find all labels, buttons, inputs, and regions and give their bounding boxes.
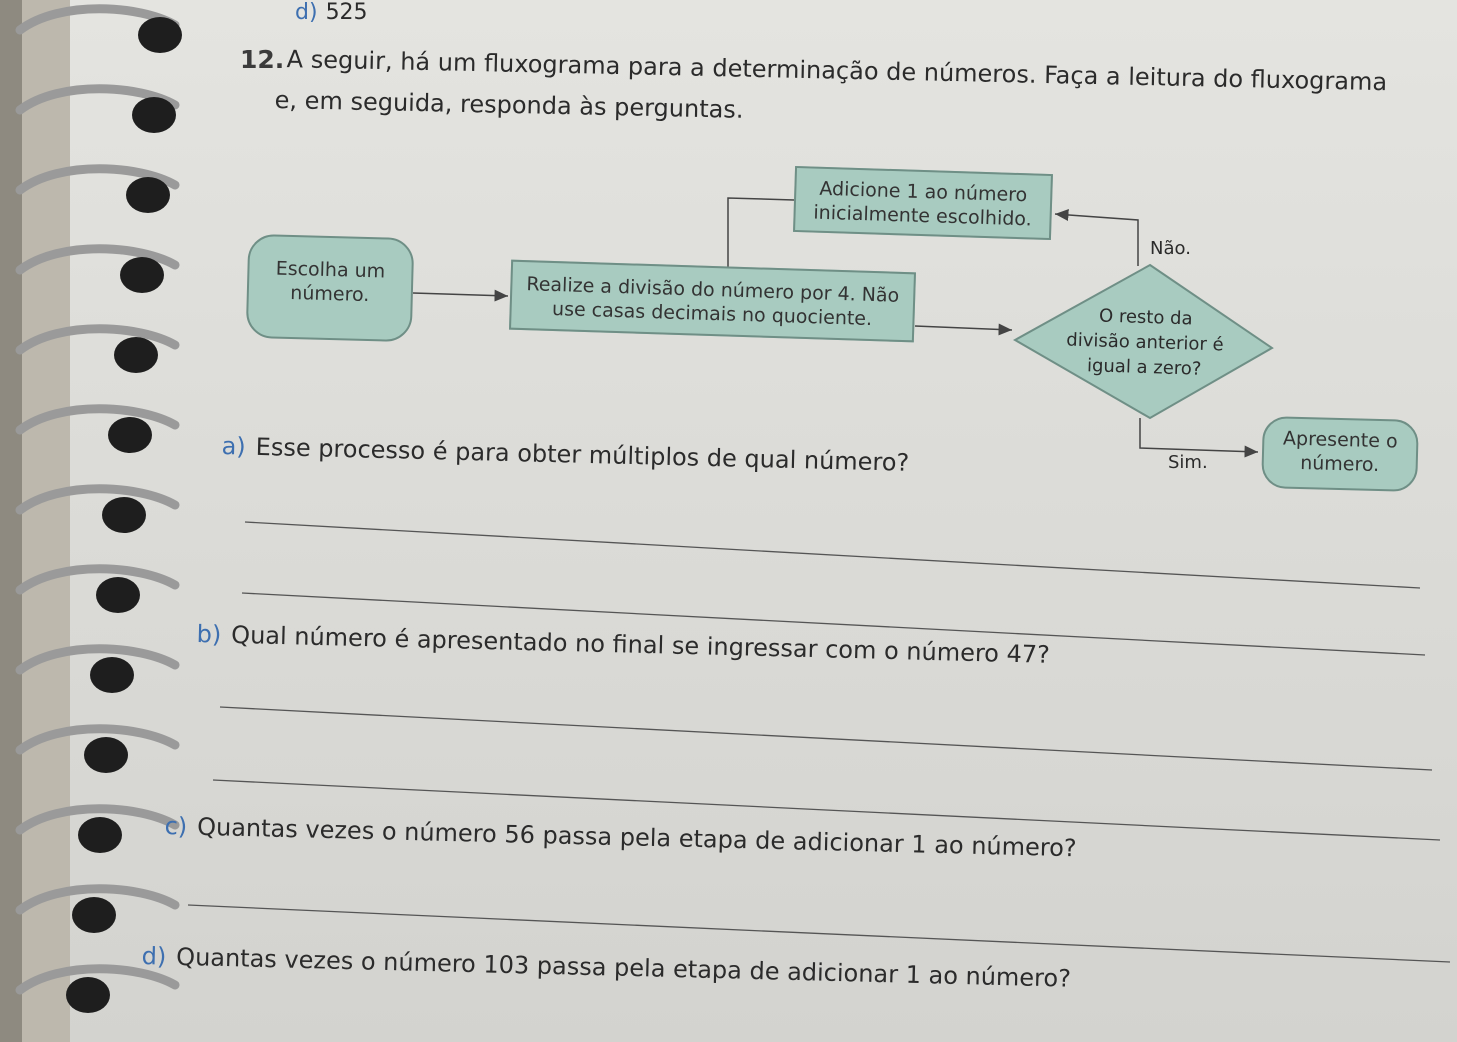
add-line1: Adicione 1 ao número xyxy=(819,177,1028,207)
arrow-decision-to-add xyxy=(1055,214,1138,266)
flowchart-divide-node xyxy=(509,260,916,343)
arrow-start-to-divide xyxy=(413,293,508,296)
label-no: Não. xyxy=(1150,238,1191,259)
subquestion-a-letter: a) xyxy=(221,432,247,461)
flowchart-add-node xyxy=(793,166,1053,240)
flowchart-output-node xyxy=(1261,416,1419,492)
divide-line2: use casas decimais no quociente. xyxy=(551,297,873,331)
output-line1: Apresente o xyxy=(1282,427,1398,453)
divide-line1: Realize a divisão do número por 4. Não xyxy=(526,273,900,307)
decision-line3: igual a zero? xyxy=(1086,355,1202,380)
output-line2: número. xyxy=(1299,451,1380,477)
question-number: 12. xyxy=(240,45,285,74)
question-intro-line2: e, em seguida, responda às perguntas. xyxy=(274,86,744,124)
label-yes: Sim. xyxy=(1168,452,1208,473)
subquestion-d-text: Quantas vezes o número 103 passa pela etapa de adicionar 1 ao número? xyxy=(175,942,1072,993)
decision-text xyxy=(1044,302,1246,383)
add-line2: inicialmente escolhido. xyxy=(813,201,1033,231)
subquestion-b-text: Qual número é apresentado no final se ingressar com o número 47? xyxy=(230,620,1051,669)
arrow-divide-to-decision xyxy=(915,326,1012,330)
subquestion-d-letter: d) xyxy=(141,942,167,971)
arrow-decision-to-output xyxy=(1140,418,1258,452)
previous-answer-text: 525 xyxy=(325,0,368,25)
subquestion-b-letter: b) xyxy=(196,620,222,649)
subquestion-c-text: Quantas vezes o número 56 passa pela etapa de adicionar 1 ao número? xyxy=(196,812,1077,863)
decision-line1: O resto da xyxy=(1098,305,1193,330)
subquestion-a-text: Esse processo é para obter múltiplos de qual número? xyxy=(255,432,910,477)
answer-line-a1 xyxy=(245,522,1420,588)
start-line2: número. xyxy=(290,281,370,307)
answer-line-b1 xyxy=(220,707,1432,770)
question-intro-text1: A seguir, há um fluxograma para a determinação de números. Faça a leitura do fluxograma xyxy=(286,45,1388,97)
subquestion-c-letter: c) xyxy=(164,812,188,841)
start-line1: Escolha um xyxy=(275,257,386,283)
previous-answer-letter: d) xyxy=(295,0,318,25)
flowchart-start-node xyxy=(246,234,415,342)
decision-line2: divisão anterior é xyxy=(1066,329,1224,356)
